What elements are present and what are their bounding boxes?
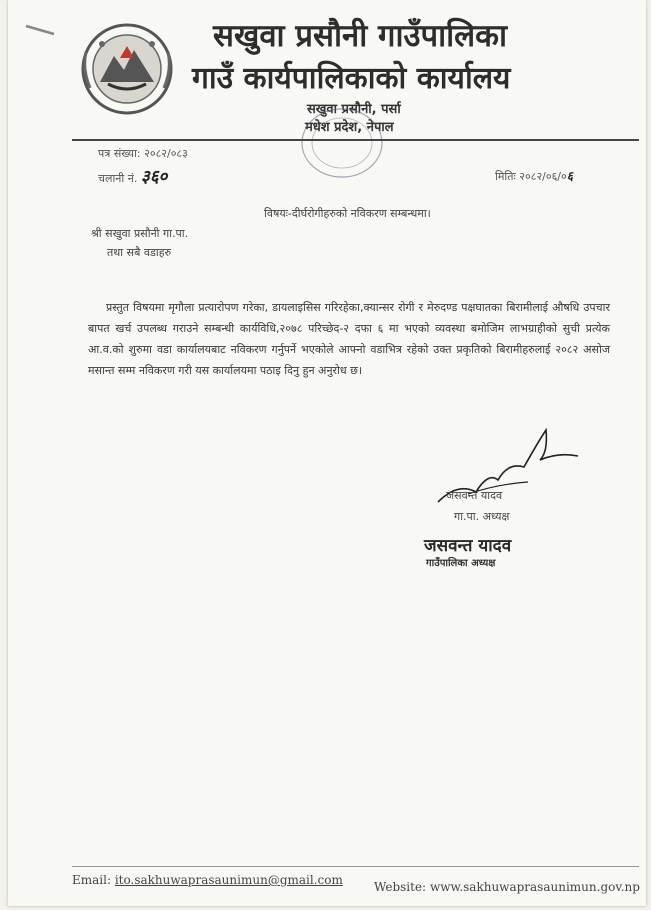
letter-body: प्रस्तुत विषयमा मृगौला प्रत्यारोपण गरेका, डायलाइसिस गरिरहेका,क्यान्सर रोगी र मेरुदण्ड पक्षघातका बिरामीलाई औषधि उपचार बापत खर्च उपलब्ध गराउने सम्बन्धी कार्यविधि,२०७८ परिच्छेद-२ दफा ६ मा भएको व्यवस्था बमोजिम लाभग्राहीको सुची प्रत्येक आ.व.को शुरुमा वडा कार्यालयबाट नविकरण गर्नुपर्ने भएकोले आफ्नो वडाभित्र रहेको उक्त प्रकृतिको बिरामीहरुलाई २०८२ असोज मसान्त सम्म नविकरण गरी यस कार्यालयमा पठाइ दिनु हुन अनुरोध छ। xyxy=(88,301,610,377)
signatory-stamp-title: गाउँपालिका अध्यक्ष xyxy=(426,558,496,569)
signatory-stamp-name: जसवन्त यादव xyxy=(424,536,512,556)
letter-number-value: २०८२/०८३ xyxy=(144,147,188,160)
letter-subject: विषयः-दीर्घरोगीहरुको नविकरण सम्बन्धमा। xyxy=(264,207,431,220)
letter-page xyxy=(8,0,646,906)
addressee-line-2: तथा सबै वडाहरु xyxy=(107,246,172,259)
date-handwritten-digit: ६ xyxy=(566,169,573,183)
letter-number-label: पत्र संख्या: xyxy=(98,147,141,160)
office-round-stamp xyxy=(298,104,386,182)
website-link[interactable]: www.sakhuwaprasaunimun.gov.np xyxy=(429,880,640,894)
dispatch-number xyxy=(98,164,167,187)
staple-mark xyxy=(24,22,58,38)
footer-email xyxy=(72,873,343,887)
date-label: मितिः xyxy=(495,170,516,183)
address-line-1: सखुवा प्रसौनी, पर्सा xyxy=(307,102,401,117)
header-divider xyxy=(72,139,639,141)
email-label: Email: xyxy=(72,873,112,887)
dispatch-number-label: चलानी नं. xyxy=(98,172,138,185)
letter-date xyxy=(495,167,573,184)
government-emblem-logo xyxy=(80,22,174,116)
website-label: Website: xyxy=(374,880,427,894)
dispatch-number-value: ३६० xyxy=(140,167,168,187)
email-link[interactable]: ito.sakhuwaprasaunimun@gmail.com xyxy=(114,873,343,887)
municipality-title: सखुवा प्रसौनी गाउँपालिका xyxy=(213,18,508,54)
footer-website xyxy=(374,880,640,894)
signatory-name: जसवन्त यादव xyxy=(446,489,503,502)
address-line-2: मधेश प्रदेश, नेपाल xyxy=(305,120,394,135)
letter-number xyxy=(98,146,188,161)
signatory-title: गा.पा. अध्यक्ष xyxy=(454,510,510,523)
footer-divider xyxy=(72,866,639,867)
date-value: २०८२/०६/० xyxy=(519,170,567,183)
addressee-line-1: श्री सखुवा प्रसौनी गा.पा. xyxy=(91,227,189,240)
office-title: गाउँ कार्यपालिकाको कार्यालय xyxy=(192,61,511,96)
